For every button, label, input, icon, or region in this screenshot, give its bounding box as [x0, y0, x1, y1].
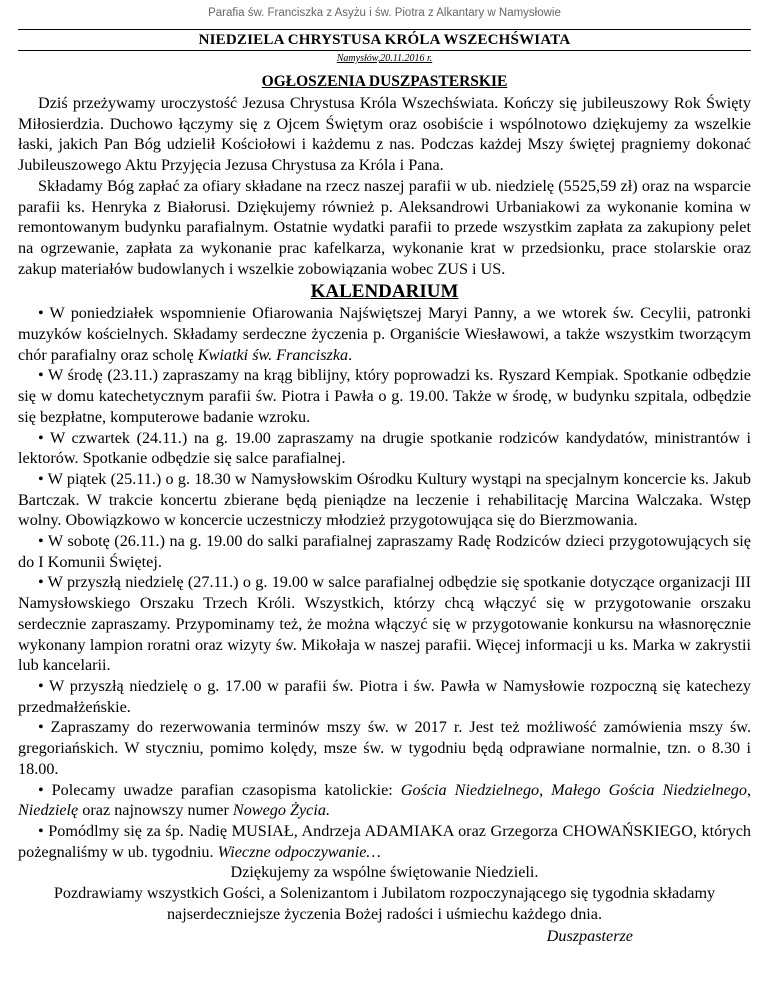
closing-thanks: Dziękujemy za wspólne świętowanie Niedzieli.: [230, 863, 539, 882]
calendar-item-6: • W przyszłą niedzielę (27.11.) o g. 19.00 w salce parafialnej odbędzie się spotkanie dotyczące organizacji III Namysłowskiego Orszaku Trzech Króli. Wszystkich, którzy chcą włączyć się w przygotowanie orszaku serdecznie zapraszamy. Przypominamy też, że można włączyć się w przygotowanie konkursu na własnoręcznie wykonany lampion roratni oraz wizyty św. Mikołaja w naszej parafii. Więcej informacji u ks. Marka w zakrystii lub kancelarii.: [18, 573, 751, 675]
announcements-heading: OGŁOSZENIA DUSZPASTERSKIE: [261, 73, 508, 90]
running-head: Parafia św. Franciszka z Asyżu i św. Piotra z Alkantary w Namysłowie: [208, 7, 561, 19]
calendar-item-1: • W poniedziałek wspomnienie Ofiarowania Najświętszej Maryi Panny, a we wtorek św. Cecylii, patronki muzyków kościelnych. Składamy serdeczne życzenia p. Organiście Wiesławowi, a także wszystkim tworzącym chór parafialny oraz scholę Kwiatki św. Franciszka.: [18, 304, 751, 364]
calendar-item-9: • Polecamy uwadze parafian czasopisma katolickie: Gościa Niedzielnego, Małego Gościa Niedzielnego, Niedzielę oraz najnowszy numer Nowego Życia.: [18, 780, 752, 820]
calendar-item-4: • W piątek (25.11.) o g. 18.30 w Namysłowskim Ośrodku Kultury wystąpi na specjalnym koncercie ks. Jakub Bartczak. W trakcie koncertu zbierane będą pieniądze na leczenie i rehabilitację Marcina Walczaka. Wstęp wolny. Obowiązkowo w koncercie uczestniczy młodzież przygotowująca się do Bierzmowania.: [18, 469, 751, 530]
calendar-item-3: • W czwartek (24.11.) na g. 19.00 zapraszamy na drugie spotkanie rodziców kandydatów, ministrantów i lektorów. Spotkanie odbędzie się salce parafialnej.: [18, 428, 751, 468]
calendar-item-5: • W sobotę (26.11.) na g. 19.00 do salki parafialnej zapraszamy Radę Rodziców dzieci przygotowujących się do I Komunii Świętej.: [18, 532, 751, 571]
calendar-item-7: • W przyszłą niedzielę o g. 17.00 w parafii św. Piotra i św. Pawła w Namysłowie rozpoczną się katechezy przedmałżeńskie.: [18, 676, 751, 716]
signature: Duszpasterze: [546, 927, 633, 946]
closing-greeting: Pozdrawiamy wszystkich Gości, a Solenizantom i Jubilatom rozpoczynającego się tygodnia składamy najserdeczniejsze życzenia Bożej radości i uśmiechu każdego dnia.: [53, 884, 716, 923]
announcement-paragraph-2: Składamy Bóg zapłać za ofiary składane na rzecz naszej parafii w ub. niedzielę (5525,59 zł) oraz na wsparcie parafii ks. Henryka z Białorusi. Dziękujemy również p. Aleksandrowi Urbaniakowi za wykonanie komina w remontowanym budynku parafialnym. Ostatnie wydatki parafii to przede wszystkim zapłata za zakupiony pelet na ogrzewanie, zapłata za wykonanie prac kafelkarza, wykonanie krat w przedsionku, prace stolarskie oraz zakup materiałów budowlanych i wszelkie zobowiązania wobec ZUS i US.: [18, 176, 751, 278]
announcement-paragraph-1: Dziś przeżywamy uroczystość Jezusa Chrystusa Króla Wszechświata. Kończy się jubileuszowy Rok Święty Miłosierdzia. Duchowo łączymy się z Ojcem Świętym oraz osobiście i wspólnotowo dziękujemy za wszelkie łaski, jakich Pan Bóg udzielił Kościołowi i każdemu z nas. Podczas każdej Mszy świętej pragniemy dokonać Jubileuszowego Aktu Przyjęcia Jezusa Chrystusa za Króla i Pana.: [18, 94, 751, 175]
calendar-item-10: • Pomódlmy się za śp. Nadię MUSIAŁ, Andrzeja ADAMIAKA oraz Grzegorza CHOWAŃSKIEGO, których pożegnaliśmy w ub. tygodniu. Wieczne odpoczywanie…: [18, 821, 751, 861]
calendar-heading: KALENDARIUM: [310, 281, 459, 303]
page-title: NIEDZIELA CHRYSTUSA KRÓLA WSZECHŚWIATA: [18, 29, 751, 51]
calendar-item-2: • W środę (23.11.) zapraszamy na krąg biblijny, który poprowadzi ks. Ryszard Kempiak. Spotkanie odbędzie się w domu katechetycznym parafii św. Piotra i Pawła o g. 19.00. Także w środę, w budynku szpitala, odbędzie się bezpłatne, komputerowe badanie wzroku.: [18, 366, 751, 426]
calendar-item-8: • Zapraszamy do rezerwowania terminów mszy św. w 2017 r. Jest też możliwość zamówienia mszy św. gregoriańskich. W styczniu, pomimo kolędy, msze św. w tygodniu będą odprawiane normalnie, tzn. o 8.30 i 18.00.: [18, 718, 751, 778]
date-line: Namysłów,20.11.2016 r.: [336, 53, 433, 64]
